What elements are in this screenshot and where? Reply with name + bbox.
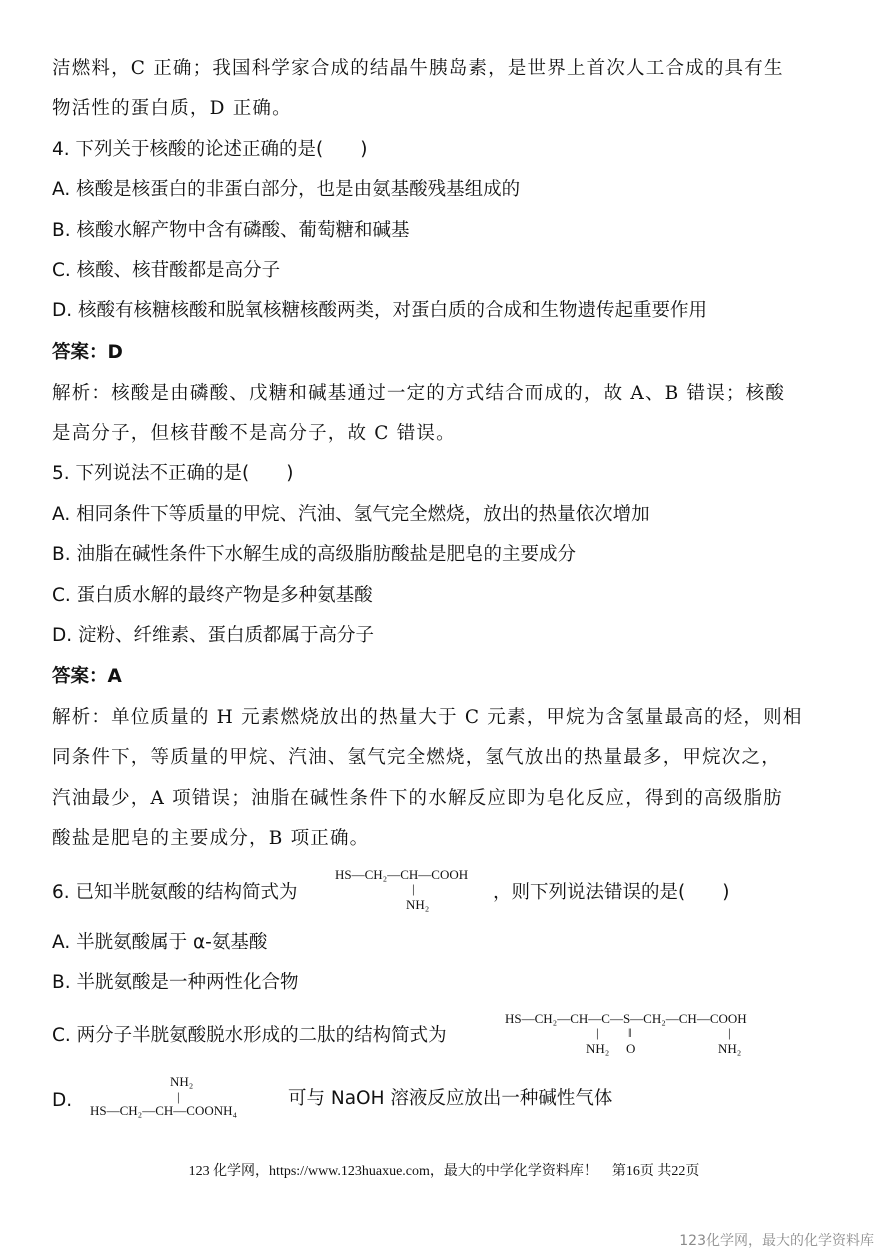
option-5b: B. 油脂在碱性条件下水解生成的高级脂肪酸盐是肥皂的主要成分 <box>52 544 576 565</box>
option-6a: A. 半胱氨酸属于 α-氨基酸 <box>52 932 268 953</box>
explanation-4-line: 是高分子，但核苷酸不是高分子，故 C 错误。 <box>52 423 456 444</box>
option-6b: B. 半胱氨酸是一种两性化合物 <box>52 972 299 993</box>
question-6-suffix: ，则下列说法错误的是( ) <box>493 882 730 903</box>
question-6-prefix: 6. 已知半胱氨酸的结构简式为 <box>52 882 298 903</box>
cysteine-formula-nh2: NH₂ <box>406 897 430 912</box>
dipeptide-formula-bond: | <box>728 1025 731 1040</box>
dipeptide-formula-oxygen: O <box>626 1041 636 1056</box>
option-6c: C. 两分子半胱氨酸脱水形成的二肽的结构简式为 <box>52 1025 447 1046</box>
explanation-5-line: 同条件下，等质量的甲烷、汽油、氢气完全燃烧，氢气放出的热量最多，甲烷次之， <box>52 747 781 768</box>
text-line: 物活性的蛋白质，D 正确。 <box>52 98 292 119</box>
dipeptide-formula-main: HS—CH₂—CH—C—S—CH₂—CH—COOH <box>505 1011 747 1026</box>
watermark: 123化学网，最大的化学资料库 <box>679 1233 874 1249</box>
dipeptide-formula-nh2: NH₂ <box>586 1041 610 1056</box>
option-4a: A. 核酸是核蛋白的非蛋白部分，也是由氨基酸残基组成的 <box>52 179 521 200</box>
option-6d-text: 可与 NaOH 溶液反应放出一种碱性气体 <box>288 1088 613 1109</box>
dipeptide-formula-double-bond: ‖ <box>628 1025 632 1040</box>
explanation-5-line: 酸盐是肥皂的主要成分，B 项正确。 <box>52 828 370 849</box>
dipeptide-formula-bond: | <box>596 1025 599 1040</box>
option-4b: B. 核酸水解产物中含有磷酸、葡萄糖和碱基 <box>52 220 410 241</box>
option-6d-label: D. <box>52 1090 73 1111</box>
question-5: 5. 下列说法不正确的是( ) <box>52 463 294 484</box>
option-5c: C. 蛋白质水解的最终产物是多种氨基酸 <box>52 585 373 606</box>
option-5a: A. 相同条件下等质量的甲烷、汽油、氢气完全燃烧，放出的热量依次增加 <box>52 504 650 525</box>
option-4c: C. 核酸、核苷酸都是高分子 <box>52 260 281 281</box>
text-line: 洁燃料，C 正确；我国科学家合成的结晶牛胰岛素，是世界上首次人工合成的具有生 <box>52 58 784 79</box>
answer-4: 答案：D <box>52 342 123 363</box>
question-4: 4. 下列关于核酸的论述正确的是( ) <box>52 139 368 160</box>
page-footer: 123 化学网，https://www.123huaxue.com，最大的中学化学资料库！ 第16页 共22页 <box>188 1164 700 1179</box>
salt-formula-nh2: NH₂ <box>170 1074 194 1089</box>
explanation-5-line: 解析：单位质量的 H 元素燃烧放出的热量大于 C 元素，甲烷为含氢量最高的烃，则相 <box>52 707 803 728</box>
dipeptide-formula-nh2: NH₂ <box>718 1041 742 1056</box>
cysteine-formula-bond: | <box>412 881 415 896</box>
salt-formula-bond: | <box>177 1089 180 1104</box>
answer-5: 答案：A <box>52 666 122 687</box>
option-5d: D. 淀粉、纤维素、蛋白质都属于高分子 <box>52 625 375 646</box>
option-4d: D. 核酸有核糖核酸和脱氧核糖核酸两类，对蛋白质的合成和生物遗传起重要作用 <box>52 300 708 321</box>
explanation-5-line: 汽油最少，A 项错误；油脂在碱性条件下的水解反应即为皂化反应，得到的高级脂肪 <box>52 788 783 809</box>
salt-formula-main: HS—CH₂—CH—COONH₄ <box>90 1103 238 1118</box>
cysteine-formula-main: HS—CH₂—CH—COOH <box>335 867 469 882</box>
explanation-4-line: 解析：核酸是由磷酸、戊糖和碱基通过一定的方式结合而成的，故 A、B 错误；核酸 <box>52 383 786 404</box>
